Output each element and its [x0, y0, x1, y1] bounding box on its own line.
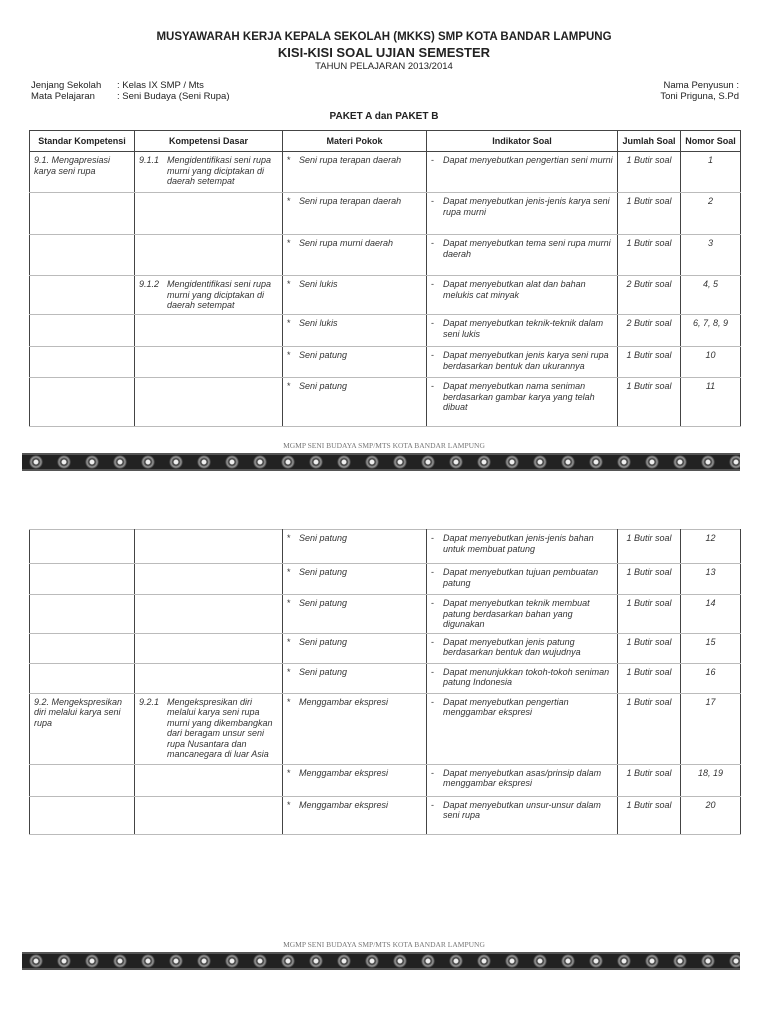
- col-header: Nomor Soal: [681, 131, 741, 152]
- indikator-text: Dapat menyebutkan nama seniman berdasarkan gambar karya yang telah dibuat: [443, 381, 595, 412]
- indikator-cell: [427, 152, 618, 193]
- kompetensi-dasar-cell: [135, 235, 283, 276]
- dash-icon: -: [431, 196, 434, 206]
- indikator-text: Dapat menyebutkan tema seni rupa murni daerah: [443, 238, 611, 259]
- kompetensi-dasar-cell: [135, 764, 283, 796]
- jumlah-soal-cell: 1 Butir soal: [618, 796, 681, 834]
- indikator-cell: [427, 633, 618, 663]
- kompetensi-dasar-cell: [135, 633, 283, 663]
- materi-pokok-cell: [283, 595, 427, 634]
- materi-pokok-cell: [283, 530, 427, 564]
- jumlah-soal-cell: 1 Butir soal: [618, 530, 681, 564]
- paket-heading: PAKET A dan PAKET B: [329, 111, 439, 122]
- jumlah-soal-cell: 1 Butir soal: [618, 764, 681, 796]
- kisi-table-page-1: [29, 130, 741, 427]
- standar-kompetensi-cell: [30, 378, 135, 427]
- meta-labels: [31, 80, 101, 102]
- document-title: KISI-KISI SOAL UJIAN SEMESTER: [277, 45, 491, 60]
- indikator-cell: [427, 796, 618, 834]
- nomor-soal-cell: 3: [681, 235, 741, 276]
- page-footer-text: MGMP SENI BUDAYA SMP/MTS KOTA BANDAR LAMPUNG: [283, 441, 485, 450]
- materi-text: Seni patung: [299, 567, 348, 577]
- materi-text: Menggambar ekspresi: [299, 767, 389, 778]
- nomor-soal-cell: 4, 5: [681, 276, 741, 315]
- dash-icon: -: [431, 318, 434, 328]
- bullet-icon: *: [287, 196, 291, 206]
- org-heading: MUSYAWARAH KERJA KEPALA SEKOLAH (MKKS) SMP KOTA BANDAR LAMPUNG: [156, 31, 612, 43]
- jumlah-soal-cell: 1 Butir soal: [618, 378, 681, 427]
- bullet-icon: *: [287, 155, 291, 165]
- jumlah-soal-cell: 1 Butir soal: [618, 633, 681, 663]
- dash-icon: -: [431, 350, 434, 360]
- indikator-text: Dapat menyebutkan alat dan bahan melukis cat minyak: [443, 279, 586, 300]
- materi-pokok-cell: [283, 796, 427, 834]
- bullet-icon: *: [287, 381, 291, 391]
- bullet-icon: *: [287, 533, 291, 543]
- indikator-cell: [427, 347, 618, 378]
- indikator-text: Dapat menyebutkan jenis karya seni rupa berdasarkan bentuk dan ukurannya: [443, 350, 609, 371]
- page-footer-text: MGMP SENI BUDAYA SMP/MTS KOTA BANDAR LAMPUNG: [283, 940, 485, 949]
- bullet-icon: *: [287, 799, 291, 810]
- nomor-soal-cell: 2: [681, 193, 741, 235]
- nomor-soal-cell: 1: [681, 152, 741, 193]
- materi-text: Seni lukis: [299, 318, 338, 328]
- standar-kompetensi-cell: [30, 633, 135, 663]
- kd-text: Mengidentifikasi seni rupa murni yang diciptakan di daerah setempat: [167, 279, 272, 310]
- materi-pokok-cell: [283, 633, 427, 663]
- standar-kompetensi-cell: [30, 193, 135, 235]
- jumlah-soal-cell: 1 Butir soal: [618, 347, 681, 378]
- table-row: [30, 530, 741, 564]
- materi-text: Seni patung: [299, 636, 348, 647]
- standar-kompetensi-cell: [30, 564, 135, 595]
- materi-pokok-cell: [283, 663, 427, 693]
- mapel-label: Mata Pelajaran: [31, 91, 95, 102]
- standar-kompetensi-cell: [30, 276, 135, 315]
- bullet-icon: *: [287, 567, 291, 577]
- jumlah-soal-cell: 1 Butir soal: [618, 235, 681, 276]
- standar-kompetensi-cell: [30, 347, 135, 378]
- dash-icon: -: [431, 696, 434, 707]
- dash-icon: -: [431, 279, 434, 289]
- materi-pokok-cell: [283, 764, 427, 796]
- bullet-icon: *: [287, 350, 291, 360]
- materi-pokok-cell: [283, 315, 427, 347]
- table-row: [30, 315, 741, 347]
- col-header: Kompetensi Dasar: [135, 131, 283, 152]
- nomor-soal-cell: 17: [681, 693, 741, 764]
- standar-kompetensi-cell: [30, 235, 135, 276]
- nomor-soal-cell: 18, 19: [681, 764, 741, 796]
- indikator-text: Dapat menyebutkan teknik membuat patung berdasarkan bahan yang digunakan: [443, 598, 590, 629]
- materi-text: Menggambar ekspresi: [299, 799, 389, 810]
- standar-kompetensi-cell: [30, 530, 135, 564]
- table-row: [30, 796, 741, 834]
- col-header: Standar Kompetensi: [30, 131, 135, 152]
- nomor-soal-cell: 20: [681, 796, 741, 834]
- bullet-icon: *: [287, 696, 291, 707]
- indikator-cell: [427, 193, 618, 235]
- kompetensi-dasar-cell: [135, 276, 283, 315]
- standar-kompetensi-cell: [30, 315, 135, 347]
- dash-icon: -: [431, 598, 434, 608]
- indikator-text: Dapat menunjukkan tokoh-tokoh seniman patung Indonesia: [443, 666, 610, 687]
- jenjang-label: Jenjang Sekolah: [31, 80, 102, 91]
- dash-icon: -: [431, 666, 434, 677]
- dash-icon: -: [431, 381, 434, 391]
- kompetensi-dasar-cell: [135, 152, 283, 193]
- table-row: [30, 193, 741, 235]
- kompetensi-dasar-cell: [135, 530, 283, 564]
- indikator-text: Dapat menyebutkan jenis patung berdasarkan bentuk dan wujudnya: [443, 636, 581, 657]
- kompetensi-dasar-cell: [135, 315, 283, 347]
- col-header: Jumlah Soal: [618, 131, 681, 152]
- jenjang-value: : Kelas IX SMP / Mts: [117, 80, 204, 91]
- table-row: [30, 276, 741, 315]
- dash-icon: -: [431, 155, 434, 165]
- nomor-soal-cell: 13: [681, 564, 741, 595]
- nomor-soal-cell: 16: [681, 663, 741, 693]
- kompetensi-dasar-cell: [135, 796, 283, 834]
- dash-icon: -: [431, 567, 434, 577]
- materi-text: Seni rupa murni daerah: [299, 238, 394, 248]
- nomor-soal-cell: 11: [681, 378, 741, 427]
- dash-icon: -: [431, 767, 434, 778]
- materi-text: Seni lukis: [299, 279, 338, 289]
- indikator-text: Dapat menyebutkan tujuan pembuatan patung: [443, 567, 599, 588]
- standar-kompetensi-cell: [30, 663, 135, 693]
- indikator-text: Dapat menyebutkan asas/prinsip dalam menggambar ekspresi: [443, 767, 602, 788]
- kompetensi-dasar-cell: [135, 663, 283, 693]
- kompetensi-dasar-cell: [135, 564, 283, 595]
- indikator-text: Dapat menyebutkan pengertian seni murni: [443, 155, 613, 165]
- materi-pokok-cell: [283, 276, 427, 315]
- kisi-table-page-2: [29, 529, 741, 835]
- nomor-soal-cell: 10: [681, 347, 741, 378]
- col-header: Indikator Soal: [427, 131, 618, 152]
- bullet-icon: *: [287, 767, 291, 778]
- table-row: [30, 235, 741, 276]
- kd-number: 9.1.1: [139, 155, 160, 165]
- bullet-icon: *: [287, 666, 291, 677]
- indikator-cell: [427, 663, 618, 693]
- table-row: [30, 347, 741, 378]
- nomor-soal-cell: 6, 7, 8, 9: [681, 315, 741, 347]
- nomor-soal-cell: 15: [681, 633, 741, 663]
- materi-pokok-cell: [283, 693, 427, 764]
- kd-text: Mengekspresikan diri melalui karya seni rupa murni yang dikembangkan dari beragam unsur seni rupa Nusantara dan mancanegara di luar Asia: [167, 696, 273, 759]
- jumlah-soal-cell: 1 Butir soal: [618, 152, 681, 193]
- jumlah-soal-cell: 1 Butir soal: [618, 193, 681, 235]
- kompetensi-dasar-cell: [135, 347, 283, 378]
- indikator-cell: [427, 530, 618, 564]
- dash-icon: -: [431, 533, 434, 543]
- jumlah-soal-cell: 1 Butir soal: [618, 663, 681, 693]
- author-name: Toni Priguna, S.Pd: [660, 91, 739, 102]
- nomor-soal-cell: 14: [681, 595, 741, 634]
- standar-kompetensi-cell: 9.2. Mengekspresikan diri melalui karya seni rupa: [30, 693, 135, 764]
- bullet-icon: *: [287, 598, 291, 608]
- indikator-text: Dapat menyebutkan jenis-jenis karya seni rupa murni: [443, 196, 610, 217]
- table-row: [30, 663, 741, 693]
- table-header-row: [30, 131, 741, 152]
- indikator-cell: [427, 378, 618, 427]
- materi-text: Seni rupa terapan daerah: [299, 196, 402, 206]
- mapel-value: : Seni Budaya (Seni Rupa): [117, 91, 230, 102]
- materi-text: Seni patung: [299, 598, 348, 608]
- academic-year: TAHUN PELAJARAN 2013/2014: [315, 61, 453, 72]
- indikator-cell: [427, 315, 618, 347]
- indikator-text: Dapat menyebutkan unsur-unsur dalam seni rupa: [443, 799, 601, 820]
- materi-text: Seni patung: [299, 533, 348, 543]
- materi-text: Seni patung: [299, 350, 348, 360]
- dash-icon: -: [431, 636, 434, 647]
- kompetensi-dasar-cell: [135, 378, 283, 427]
- materi-text: Menggambar ekspresi: [299, 696, 389, 707]
- kd-number: 9.2.1: [139, 696, 160, 707]
- materi-pokok-cell: [283, 347, 427, 378]
- table-row: [30, 633, 741, 663]
- standar-kompetensi-cell: [30, 595, 135, 634]
- materi-pokok-cell: [283, 152, 427, 193]
- kompetensi-dasar-cell: [135, 693, 283, 764]
- col-header: Materi Pokok: [283, 131, 427, 152]
- table-row: [30, 693, 741, 764]
- kompetensi-dasar-cell: [135, 193, 283, 235]
- jumlah-soal-cell: 1 Butir soal: [618, 693, 681, 764]
- table-row: [30, 378, 741, 427]
- standar-kompetensi-cell: 9.1. Mengapresiasi karya seni rupa: [30, 152, 135, 193]
- dash-icon: -: [431, 238, 434, 248]
- indikator-text: Dapat menyebutkan teknik-teknik dalam seni lukis: [443, 318, 604, 339]
- standar-kompetensi-cell: [30, 796, 135, 834]
- kd-number: 9.1.2: [139, 279, 160, 289]
- table-row: [30, 595, 741, 634]
- bullet-icon: *: [287, 636, 291, 647]
- table-row: [30, 564, 741, 595]
- standar-kompetensi-cell: [30, 764, 135, 796]
- indikator-cell: [427, 235, 618, 276]
- indikator-text: Dapat menyebutkan jenis-jenis bahan untuk membuat patung: [443, 533, 594, 554]
- materi-text: Seni rupa terapan daerah: [299, 155, 402, 165]
- indikator-cell: [427, 764, 618, 796]
- materi-pokok-cell: [283, 564, 427, 595]
- materi-text: Seni patung: [299, 381, 348, 391]
- indikator-cell: [427, 276, 618, 315]
- kd-text: Mengidentifikasi seni rupa murni yang diciptakan di daerah setempat: [167, 155, 272, 186]
- ornament-border: [22, 952, 740, 970]
- indikator-cell: [427, 595, 618, 634]
- materi-pokok-cell: [283, 378, 427, 427]
- author-block: [660, 80, 739, 102]
- bullet-icon: *: [287, 238, 291, 248]
- meta-values: [117, 80, 229, 102]
- nomor-soal-cell: 12: [681, 530, 741, 564]
- indikator-cell: [427, 564, 618, 595]
- author-label: Nama Penyusun :: [663, 80, 739, 91]
- indikator-text: Dapat menyebutkan pengertian menggambar ekspresi: [443, 696, 569, 717]
- jumlah-soal-cell: 2 Butir soal: [618, 276, 681, 315]
- jumlah-soal-cell: 1 Butir soal: [618, 564, 681, 595]
- kompetensi-dasar-cell: [135, 595, 283, 634]
- materi-text: Seni patung: [299, 666, 348, 677]
- bullet-icon: *: [287, 279, 291, 289]
- materi-pokok-cell: [283, 193, 427, 235]
- materi-pokok-cell: [283, 235, 427, 276]
- bullet-icon: *: [287, 318, 291, 328]
- jumlah-soal-cell: 1 Butir soal: [618, 595, 681, 634]
- table-row: [30, 764, 741, 796]
- indikator-cell: [427, 693, 618, 764]
- jumlah-soal-cell: 2 Butir soal: [618, 315, 681, 347]
- table-row: [30, 152, 741, 193]
- ornament-border: [22, 453, 740, 471]
- dash-icon: -: [431, 799, 434, 810]
